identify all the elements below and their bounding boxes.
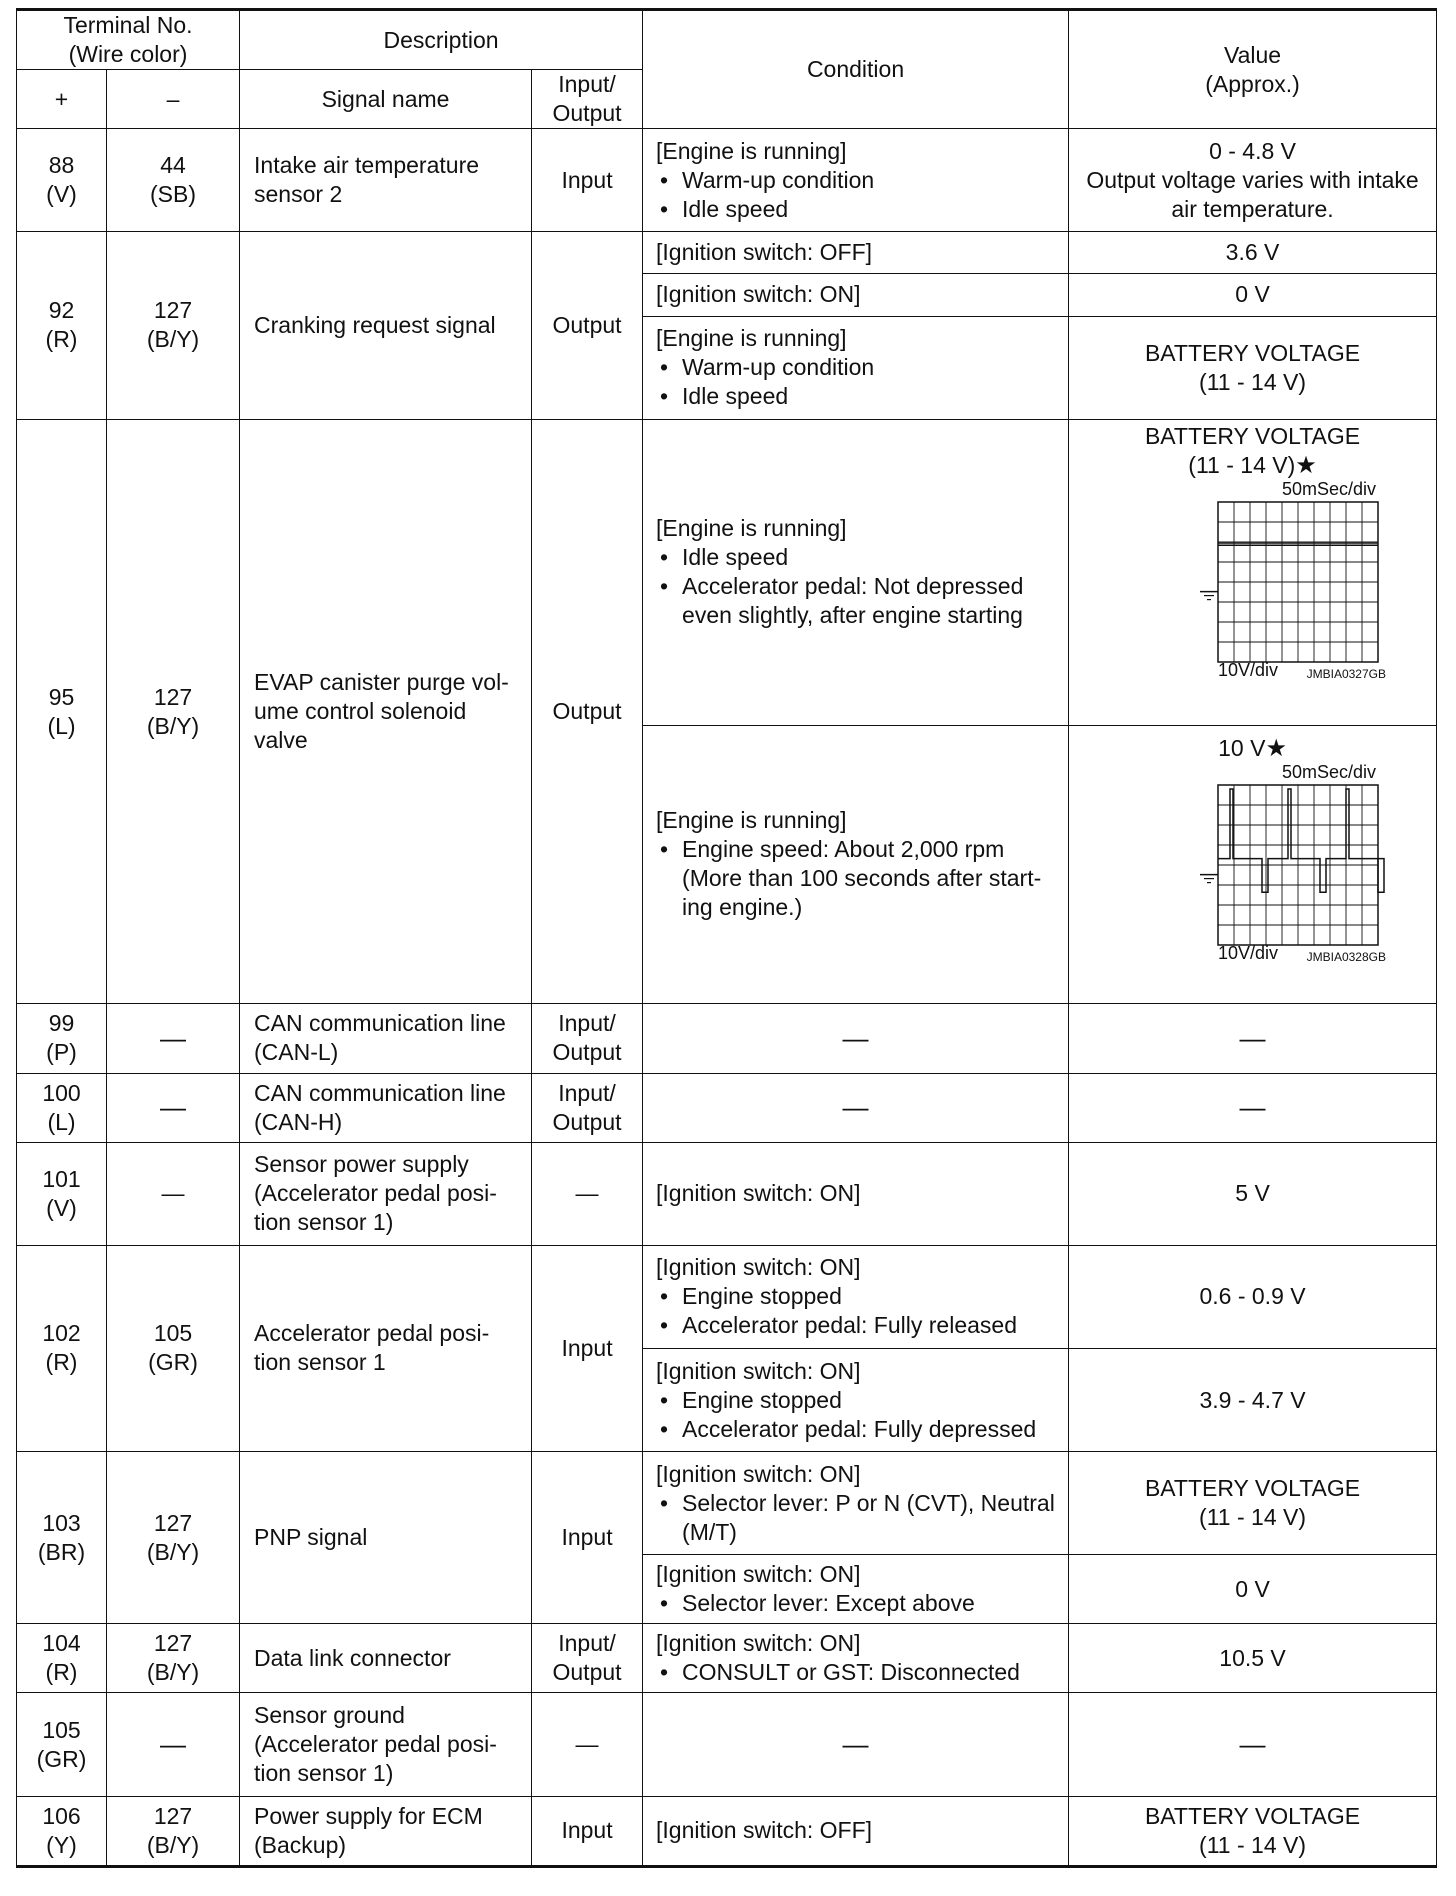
terminal-plus xyxy=(17,1624,107,1693)
condition-head: [Ignition switch: OFF] xyxy=(656,1817,873,1844)
table-row xyxy=(17,1142,1437,1245)
value-line: 3.9 - 4.7 V xyxy=(1199,1386,1306,1413)
value-line: 0 V xyxy=(1235,1575,1270,1602)
value xyxy=(1069,1796,1437,1866)
terminal-minus-line: (B/Y) xyxy=(146,712,200,739)
condition-head: [Engine is running] xyxy=(656,515,847,542)
signal-name xyxy=(240,1142,532,1245)
signal-name-line: ume control solenoid xyxy=(254,698,467,725)
header-io-line: Input/ xyxy=(558,71,616,97)
signal-name xyxy=(240,232,532,420)
scope-value-line xyxy=(1069,422,1436,451)
signal-name xyxy=(240,1452,532,1624)
terminal-minus xyxy=(107,129,240,232)
table-row xyxy=(17,1004,1437,1073)
scope-value xyxy=(1069,734,1436,763)
io-type-line: Output xyxy=(552,1108,622,1135)
table-row xyxy=(17,419,1437,725)
io-type xyxy=(532,419,643,1004)
condition xyxy=(643,1796,1069,1866)
terminal-plus-line: (GR) xyxy=(36,1745,87,1772)
terminal-plus xyxy=(17,1004,107,1073)
terminal-plus-line: 106 xyxy=(42,1802,81,1829)
io-type-line: Input/ xyxy=(558,1010,616,1037)
terminal-plus-line: (V) xyxy=(46,181,77,208)
value-line: 5 V xyxy=(1235,1180,1270,1207)
value xyxy=(1069,274,1437,316)
condition xyxy=(643,274,1069,316)
value xyxy=(1069,1348,1437,1451)
terminal-minus: — xyxy=(107,1142,240,1245)
value-line: 0 V xyxy=(1235,281,1270,308)
condition-head: [Ignition switch: ON] xyxy=(656,1357,861,1384)
condition-bullet: • Warm-up condition xyxy=(656,353,1062,382)
condition-bullet: • Engine stopped xyxy=(656,1386,1062,1415)
ground-icon xyxy=(1200,591,1218,599)
condition-bullet: • Accelerator pedal: Not depressed even slightly, after engine starting xyxy=(656,572,1062,630)
io-type-line: Input xyxy=(561,1524,613,1551)
value: — xyxy=(1069,1073,1437,1142)
io-type xyxy=(532,1452,643,1624)
io-type xyxy=(532,129,643,232)
value-line: (11 - 14 V) xyxy=(1199,1504,1306,1531)
io-type: — xyxy=(532,1142,643,1245)
terminal-minus-line: 127 xyxy=(153,297,193,324)
table-row xyxy=(17,1452,1437,1555)
io-type-line: Output xyxy=(552,311,622,338)
signal-name-line: Accelerator pedal posi- xyxy=(254,1320,490,1347)
terminal-minus-line: 127 xyxy=(153,1509,193,1536)
signal-name-line: (Accelerator pedal posi- xyxy=(254,1731,497,1758)
condition-head: [Ignition switch: ON] xyxy=(656,281,861,308)
terminal-plus xyxy=(17,1796,107,1866)
signal-name-line: Sensor ground xyxy=(254,1702,405,1729)
value xyxy=(1069,232,1437,274)
scope-value xyxy=(1069,422,1436,480)
signal-name-line: tion sensor 1) xyxy=(254,1760,394,1787)
io-type-line: Output xyxy=(552,1659,622,1686)
table-row xyxy=(17,1796,1437,1866)
header-io xyxy=(532,70,643,129)
condition-bullet: • Engine speed: About 2,000 rpm (More than 100 seconds after start-ing engine.) xyxy=(656,835,1062,922)
value-line: BATTERY VOLTAGE xyxy=(1144,1475,1361,1502)
condition xyxy=(643,725,1069,1004)
terminal-minus: — xyxy=(107,1004,240,1073)
scope-value-line xyxy=(1069,451,1436,480)
condition-bullet: • Warm-up condition xyxy=(656,166,1062,195)
terminal-minus-line: (SB) xyxy=(150,181,196,208)
value xyxy=(1069,1555,1437,1624)
terminal-minus-line: 127 xyxy=(153,1630,193,1657)
terminal-plus-line: 95 xyxy=(48,683,75,710)
terminal-plus-line: (L) xyxy=(47,712,76,739)
header-plus: + xyxy=(17,70,107,129)
terminal-plus xyxy=(17,1693,107,1796)
terminal-plus-line: 101 xyxy=(42,1165,81,1192)
value xyxy=(1069,129,1437,232)
value xyxy=(1069,1245,1437,1348)
value-line: (11 - 14 V) xyxy=(1199,1831,1306,1858)
condition-head: [Engine is running] xyxy=(656,137,847,164)
signal-name-line: tion sensor 1 xyxy=(254,1349,386,1376)
header-value-line: Value xyxy=(1223,41,1282,68)
condition xyxy=(643,316,1069,419)
terminal-plus-line: (P) xyxy=(46,1039,77,1066)
value-line: 10.5 V xyxy=(1219,1644,1286,1671)
terminal-plus-line: (R) xyxy=(45,1349,78,1376)
signal-name-line: CAN communication line xyxy=(254,1079,506,1106)
terminal-plus-line: (L) xyxy=(47,1108,76,1135)
figure-code: JMBIA0327GB xyxy=(1306,666,1386,680)
table-row xyxy=(17,1624,1437,1693)
condition-bullet: • Selector lever: Except above xyxy=(656,1589,1062,1618)
signal-name xyxy=(240,1624,532,1693)
terminal-minus-line: (B/Y) xyxy=(146,326,200,353)
condition xyxy=(643,1452,1069,1555)
value-line: BATTERY VOLTAGE xyxy=(1144,339,1361,366)
io-type-line: Input/ xyxy=(558,1630,616,1657)
condition-bullet: • Accelerator pedal: Fully depressed xyxy=(656,1415,1062,1444)
signal-name xyxy=(240,1796,532,1866)
terminal-minus-line: 44 xyxy=(160,152,186,179)
condition xyxy=(643,1555,1069,1624)
io-type: — xyxy=(532,1693,643,1796)
header-value-line: (Approx.) xyxy=(1205,70,1300,97)
header-minus: – xyxy=(107,70,240,129)
header-terminal-line: (Wire color) xyxy=(68,41,188,67)
signal-name-line: tion sensor 1) xyxy=(254,1209,394,1236)
condition-head: [Engine is running] xyxy=(656,807,847,834)
terminal-plus-line: (BR) xyxy=(37,1538,86,1565)
terminal-minus xyxy=(107,1245,240,1451)
condition-bullet: • CONSULT or GST: Disconnected xyxy=(656,1658,1062,1687)
scope-value-line xyxy=(1069,734,1436,763)
terminal-minus xyxy=(107,1452,240,1624)
terminal-minus xyxy=(107,232,240,420)
terminal-minus xyxy=(107,1624,240,1693)
signal-name-line: (CAN-H) xyxy=(254,1108,343,1135)
condition-head: [Ignition switch: ON] xyxy=(656,1630,861,1657)
condition-bullet: • Accelerator pedal: Fully released xyxy=(656,1311,1062,1340)
signal-name-line: PNP signal xyxy=(254,1524,368,1551)
signal-name-line: (Accelerator pedal posi- xyxy=(254,1180,497,1207)
table-row xyxy=(17,1073,1437,1142)
signal-name xyxy=(240,129,532,232)
signal-name-line: Data link connector xyxy=(254,1644,451,1671)
value-line: BATTERY VOLTAGE xyxy=(1144,1802,1361,1829)
condition xyxy=(643,419,1069,725)
signal-name xyxy=(240,1693,532,1796)
terminal-plus xyxy=(17,419,107,1004)
terminal-minus xyxy=(107,419,240,1004)
io-type xyxy=(532,1073,643,1142)
oscilloscope-chart xyxy=(1118,480,1388,680)
terminal-minus: — xyxy=(107,1073,240,1142)
value-line: 0 - 4.8 V xyxy=(1209,137,1296,164)
condition xyxy=(643,232,1069,274)
signal-name-line: valve xyxy=(254,727,308,754)
terminal-minus-line: (B/Y) xyxy=(146,1659,200,1686)
terminal-plus-line: (R) xyxy=(45,1659,78,1686)
terminal-minus-line: (B/Y) xyxy=(146,1831,200,1858)
terminal-minus-line: 105 xyxy=(153,1320,193,1347)
value xyxy=(1069,1624,1437,1693)
value-line: 0.6 - 0.9 V xyxy=(1199,1283,1306,1310)
terminal-plus xyxy=(17,232,107,420)
io-type xyxy=(532,1245,643,1451)
terminal-plus-line: 92 xyxy=(48,297,75,324)
condition xyxy=(643,1348,1069,1451)
value-line: air temperature. xyxy=(1171,195,1334,222)
condition-bullet: • Idle speed xyxy=(656,195,1062,224)
condition: — xyxy=(643,1073,1069,1142)
terminal-plus xyxy=(17,1073,107,1142)
terminal-plus xyxy=(17,1142,107,1245)
io-type xyxy=(532,1796,643,1866)
volt-div-label: 10V/div xyxy=(1217,942,1278,963)
condition-bullet: • Selector lever: P or N (CVT), Neutral (M/T) xyxy=(656,1489,1062,1547)
io-type-line: Output xyxy=(552,1039,622,1066)
condition-head: [Engine is running] xyxy=(656,325,847,352)
star-icon: ★ xyxy=(1295,451,1317,479)
terminal-plus-line: 102 xyxy=(42,1320,81,1347)
header-value xyxy=(1069,10,1437,129)
terminal-minus xyxy=(107,1796,240,1866)
terminal-plus xyxy=(17,1452,107,1624)
terminal-plus xyxy=(17,1245,107,1451)
table-row xyxy=(17,1245,1437,1348)
header-condition: Condition xyxy=(643,10,1069,129)
terminal-plus-line: 88 xyxy=(48,152,75,179)
table-row xyxy=(17,129,1437,232)
header-description: Description xyxy=(240,10,643,70)
figure-code: JMBIA0328GB xyxy=(1306,949,1386,963)
io-type xyxy=(532,1624,643,1693)
signal-name-line: Cranking request signal xyxy=(254,311,496,338)
value xyxy=(1069,725,1437,1004)
io-type-line: Output xyxy=(552,698,622,725)
io-type-line: Input xyxy=(561,166,613,193)
scope-value-text: 10 V xyxy=(1218,734,1266,761)
condition-head: [Ignition switch: OFF] xyxy=(656,239,873,266)
condition xyxy=(643,1624,1069,1693)
condition xyxy=(643,1142,1069,1245)
condition-bullet: • Idle speed xyxy=(656,382,1062,411)
signal-name-line: Intake air temperature xyxy=(254,152,480,179)
signal-name xyxy=(240,1245,532,1451)
terminal-minus-line: (B/Y) xyxy=(146,1538,200,1565)
terminal-minus: — xyxy=(107,1693,240,1796)
ground-icon xyxy=(1200,874,1218,882)
trace-line xyxy=(1218,789,1384,892)
io-type-line: Input xyxy=(561,1817,613,1844)
terminal-minus-line: (GR) xyxy=(148,1349,198,1376)
value: — xyxy=(1069,1004,1437,1073)
condition xyxy=(643,129,1069,232)
signal-name-line: (CAN-L) xyxy=(254,1039,339,1066)
scope-value-text: BATTERY VOLTAGE xyxy=(1144,422,1361,449)
terminal-minus-line: 127 xyxy=(153,683,193,710)
condition-bullet: • Idle speed xyxy=(656,543,1062,572)
signal-name-line: CAN communication line xyxy=(254,1010,506,1037)
ecm-terminal-table xyxy=(16,8,1437,1868)
signal-name-line: (Backup) xyxy=(254,1831,347,1858)
table-row xyxy=(17,1693,1437,1796)
condition: — xyxy=(643,1693,1069,1796)
star-icon: ★ xyxy=(1265,734,1287,762)
value xyxy=(1069,1142,1437,1245)
signal-name xyxy=(240,1004,532,1073)
condition-head: [Ignition switch: ON] xyxy=(656,1561,861,1588)
value-line: Output voltage varies with intake xyxy=(1086,166,1419,193)
header-io-line: Output xyxy=(552,100,622,126)
terminal-plus-line: (Y) xyxy=(46,1831,77,1858)
value xyxy=(1069,1452,1437,1555)
value xyxy=(1069,419,1437,725)
terminal-plus xyxy=(17,129,107,232)
time-div-label: 50mSec/div xyxy=(1281,762,1376,782)
condition xyxy=(643,1245,1069,1348)
condition-head: [Ignition switch: ON] xyxy=(656,1460,861,1487)
signal-name-line: EVAP canister purge vol- xyxy=(254,669,509,696)
value xyxy=(1069,316,1437,419)
signal-name-line: Power supply for ECM xyxy=(254,1802,483,1829)
scope-value-text: (11 - 14 V) xyxy=(1188,451,1296,478)
terminal-plus-line: 105 xyxy=(42,1716,81,1743)
signal-name-line: Sensor power supply xyxy=(254,1151,469,1178)
terminal-plus-line: 104 xyxy=(42,1630,81,1657)
condition-bullet: • Engine stopped xyxy=(656,1282,1062,1311)
table-body xyxy=(17,129,1437,1867)
signal-name xyxy=(240,419,532,1004)
terminal-plus-line: 103 xyxy=(42,1509,81,1536)
time-div-label: 50mSec/div xyxy=(1281,479,1376,499)
io-type-line: Input xyxy=(561,1334,613,1361)
terminal-plus-line: (V) xyxy=(46,1194,77,1221)
io-type-line: Input/ xyxy=(558,1079,616,1106)
value-line: 3.6 V xyxy=(1225,239,1280,266)
header-signal-name: Signal name xyxy=(240,70,532,129)
io-type xyxy=(532,1004,643,1073)
terminal-plus-line: (R) xyxy=(45,326,78,353)
table-row xyxy=(17,232,1437,274)
value: — xyxy=(1069,1693,1437,1796)
terminal-plus-line: 100 xyxy=(42,1079,81,1106)
condition-head: [Ignition switch: ON] xyxy=(656,1254,861,1281)
volt-div-label: 10V/div xyxy=(1217,659,1278,680)
signal-name-line: sensor 2 xyxy=(254,181,343,208)
signal-name xyxy=(240,1073,532,1142)
terminal-plus-line: 99 xyxy=(48,1010,75,1037)
value-line: (11 - 14 V) xyxy=(1199,368,1306,395)
condition: — xyxy=(643,1004,1069,1073)
io-type xyxy=(532,232,643,420)
terminal-minus-line: 127 xyxy=(153,1802,193,1829)
header-terminal xyxy=(17,10,240,70)
oscilloscope-chart xyxy=(1118,763,1388,963)
header-terminal-line: Terminal No. xyxy=(63,12,193,38)
condition-head: [Ignition switch: ON] xyxy=(656,1180,861,1207)
